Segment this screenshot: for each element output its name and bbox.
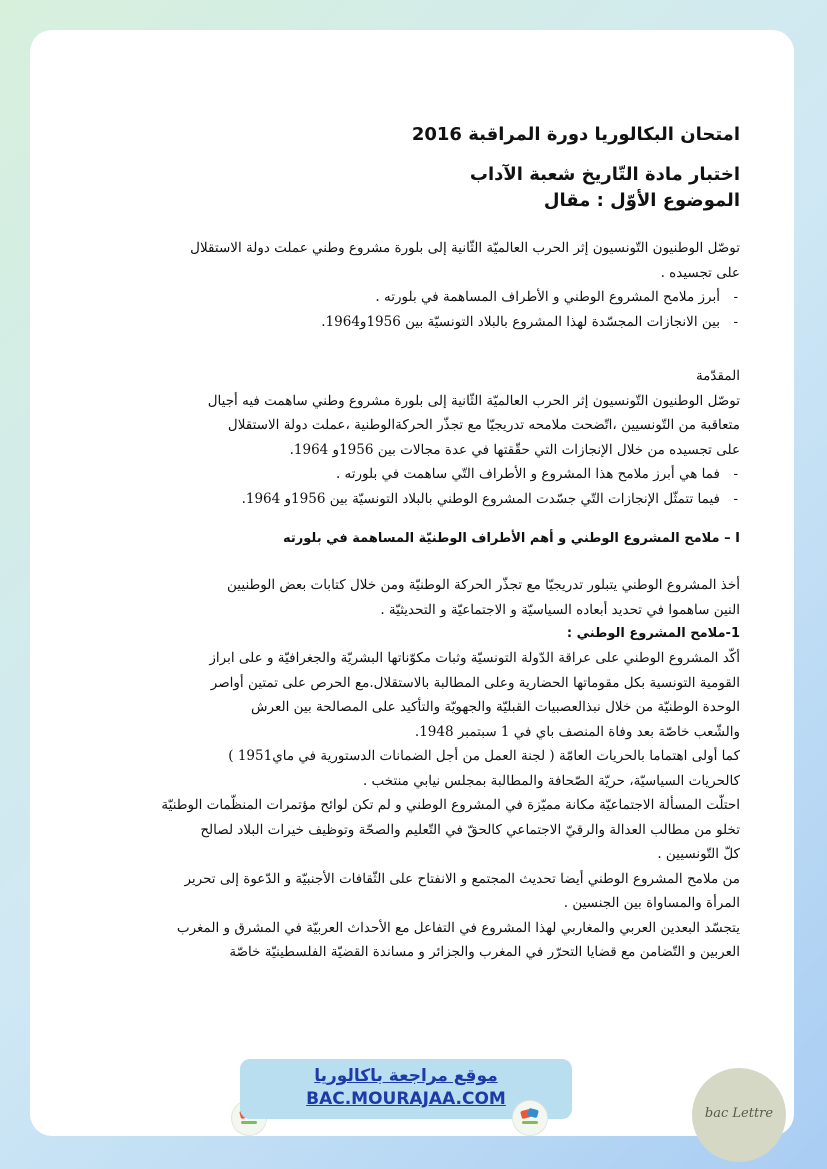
question-line: على تجسيده . xyxy=(660,264,740,281)
badge-text: bac Lettre xyxy=(704,1106,774,1121)
paragraph-line: كما أولى اهتماما بالحريات العامّة ( لجنة العمل من أجل الضمانات الدستورية في ماي1951 ) xyxy=(228,748,740,764)
sub-heading: 1-ملامح المشروع الوطني : xyxy=(566,626,740,641)
intro-bullet: - فيما تتمثّل الإنجازات التّي جسّدت المشروع الوطني بالبلاد التونسيّة بين 1956و 1964. xyxy=(120,487,740,512)
document-sheet xyxy=(30,30,794,1136)
paragraph-line: الوحدة الوطنيّة من خلال نبذالعصبيات القبليّة والجهويّة والتأكيد على المصالحة بين العرش xyxy=(251,699,740,715)
exam-subject: اختبار مادة التّاريخ شعبة الآداب xyxy=(469,164,740,185)
paragraph-line: المرأة والمساواة بين الجنسين . xyxy=(563,895,740,911)
exam-title: امتحان البكالوريا دورة المراقبة 2016 xyxy=(411,124,740,145)
exam-topic: الموضوع الأوّل : مقال xyxy=(543,190,740,211)
paragraph-line: تخلو من مطالب العدالة والرقيّ الاجتماعي كالحقّ في التّعليم والصحّة وتوظيف خيرات البلاد لصالح xyxy=(200,821,740,838)
intro-bullet: - فما هي أبرز ملامح هذا المشروع و الأطراف التّي ساهمت في بلورته . xyxy=(120,462,740,487)
paragraph-line: من ملامح المشروع الوطني أيضا تحديث المجتمع و الانفتاح على الثّقافات الأجنبيّة و الدّعوة إلى تحرير xyxy=(184,870,740,887)
paragraph-line: أخذ المشروع الوطني يتبلور تدريجيّا مع تجذّر الحركة الوطنيّة ومن خلال كتابات بعض الوطنيين xyxy=(227,577,740,593)
section-heading: I – ملامح المشروع الوطني و أهم الأطراف الوطنيّة المساهمة في بلورته xyxy=(282,531,740,546)
paragraph-line: القومية التونسية بكل مقوماتها الحضارية وعلى المطالبة بالاستقلال.مع الحرص على تمتين أواصر xyxy=(210,674,740,691)
question-bullet: - أبرز ملامح المشروع الوطني و الأطراف المساهمة في بلورته . xyxy=(120,285,740,310)
paragraph-line: يتجسّد البعدين العربي والمغاربي لهذا المشروع في التفاعل مع الأحداث العربيّة في المشرق و المغرب xyxy=(176,919,740,936)
paragraph-line: احتلّت المسألة الاجتماعيّة مكانة مميّزة في المشروع الوطني و لم تكن لوائح مؤتمرات المنظّمات الوطنيّة xyxy=(161,797,740,813)
paragraph-line: أكّد المشروع الوطني على عراقة الدّولة التونسيّة وثبات مكوّناتها البشريّة والجغرافيّة و على ابراز xyxy=(209,650,740,666)
intro-line: على تجسيده من خلال الإنجازات التي حقّقتها في عدة مجالات بين 1956و 1964. xyxy=(289,441,740,458)
paragraph-line: العربين و التّضامن مع قضايا التحرّر في المغرب والجزائر و مساندة القضيّة الفلسطينيّة خاصّة xyxy=(229,944,740,960)
bac-lettre-badge xyxy=(692,1068,786,1162)
site-logo-icon xyxy=(512,1100,548,1136)
site-name-link[interactable]: موقع مراجعة باكالوريا xyxy=(314,1066,498,1086)
intro-heading: المقدّمة xyxy=(695,368,740,384)
paragraph-line: كالحريات السياسيّة، حريّة الصّحافة والمطالبة بمجلس نيابي منتخب . xyxy=(362,772,740,789)
intro-line: توصّل الوطنيون التّونسيون إثر الحرب العالميّة الثّانية إلى بلورة مشروع وطني ساهمت فيه أجيال xyxy=(207,392,740,409)
intro-line: متعاقبة من التّونسيين ،اتّضحت ملامحه تدريجيّا مع تجذّر الحركةالوطنية ،عملت دولة الاستقلال xyxy=(227,417,740,433)
question-bullet: - بين الانجازات المجسّدة لهذا المشروع بالبلاد التونسيّة بين 1956و1964. xyxy=(120,310,740,335)
question-line: توصّل الوطنيون التّونسيون إثر الحرب العالميّة الثّانية إلى بلورة مشروع وطني عملت دولة الاستقلال xyxy=(190,240,740,256)
document-content xyxy=(120,118,740,965)
paragraph-line: النين ساهموا في تحديد أبعاده السياسيّة و الاجتماعيّة و التحديثيّة . xyxy=(380,601,740,618)
paragraph-line: والشّعب خاصّة بعد وفاة المنصف باي في 1 سبتمبر 1948. xyxy=(414,723,740,740)
site-url-link[interactable]: BAC.MOURAJAA.COM xyxy=(306,1089,506,1109)
paragraph-line: كلّ التّونسيين . xyxy=(657,846,740,862)
